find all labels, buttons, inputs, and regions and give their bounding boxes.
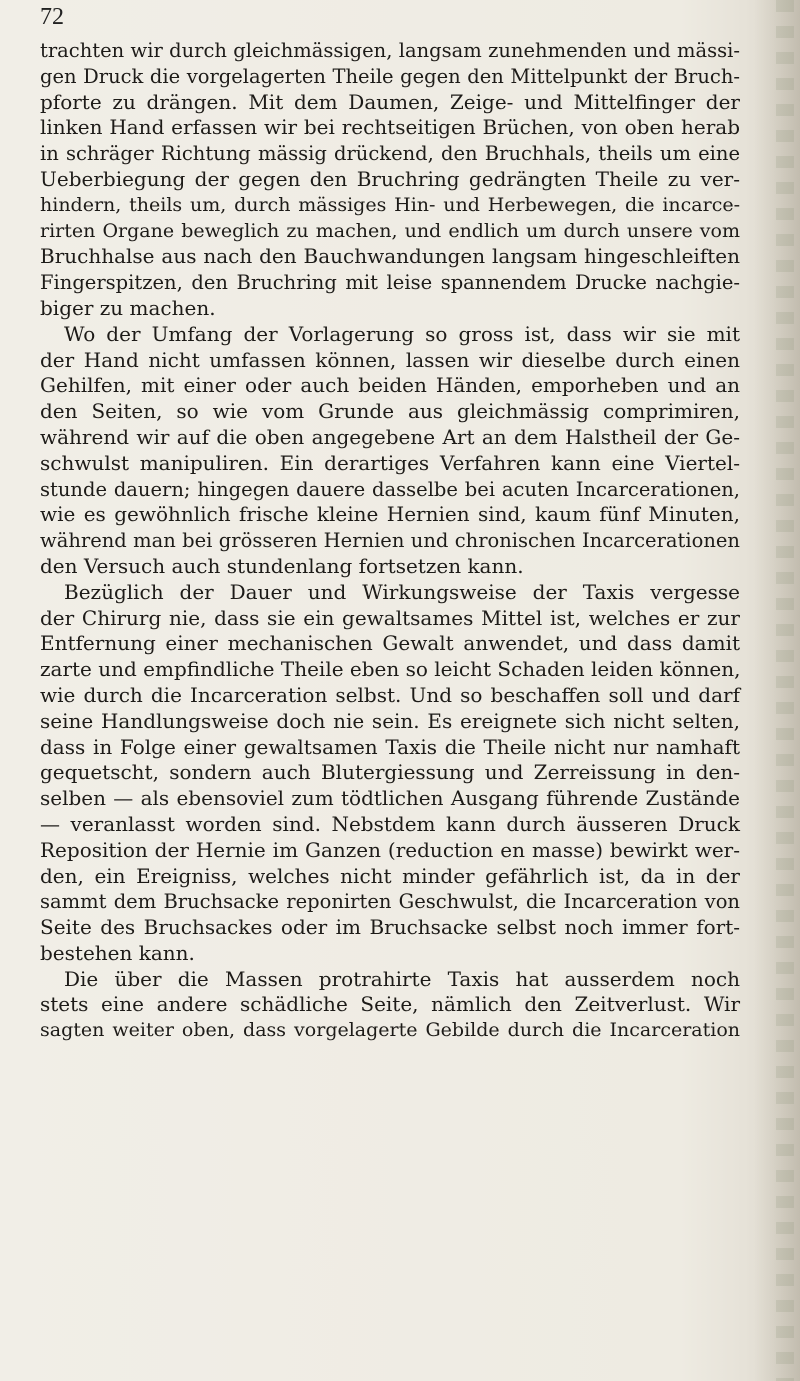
text-line: gequetscht, sondern auch Blutergiessung und Zerreissung in den- [40,760,740,785]
text-line: den Seiten, so wie vom Grunde aus gleichmässig comprimiren, [40,399,740,424]
text-line: wie es gewöhnlich frische kleine Hernien sind, kaum fünf Minuten, [40,502,740,527]
text-line: Entfernung einer mechanischen Gewalt anwendet, und dass damit [40,631,740,656]
text-line: stunde dauern; hingegen dauere dasselbe bei acuten Incarcerationen, [40,477,740,501]
text-line: den Versuch auch stundenlang fortsetzen kann. [40,553,524,578]
text-line: trachten wir durch gleichmässigen, langsam zunehmenden und mässi- [40,39,740,62]
text-line: bestehen kann. [40,940,195,965]
text-line: während man bei grösseren Hernien und chronischen Incarcerationen [40,529,740,553]
text-line: Seite des Bruchsackes oder im Bruchsacke selbst noch immer fort- [40,915,740,940]
text-line: sagten weiter oben, dass vorgelagerte Gebilde durch die Incarceration [40,1019,740,1042]
text-line: Gehilfen, mit einer oder auch beiden Händen, emporheben und an [40,373,740,398]
text-line: Die über die Massen protrahirte Taxis hat ausserdem noch [64,966,740,991]
text-line: während wir auf die oben angegebene Art an dem Halstheil der Ge- [40,424,740,449]
text-line: Ueberbiegung der gegen den Bruchring gedrängten Theile zu ver- [40,166,740,191]
text-line: wie durch die Incarceration selbst. Und so beschaffen soll und darf [40,682,740,707]
text-line: Wo der Umfang der Vorlagerung so gross ist, dass wir sie mit [64,321,740,346]
text-line: linken Hand erfassen wir bei rechtseitigen Brüchen, von oben herab [40,115,740,140]
text-line: Fingerspitzen, den Bruchring mit leise spannendem Drucke nachgie- [40,271,740,295]
page-number: 72 [40,4,64,30]
binding-edge [776,0,794,1381]
text-line: den, ein Ereigniss, welches nicht minder gefährlich ist, da in der [40,863,740,888]
text-line: selben — als ebensoviel zum tödtlichen Ausgang führende Zustände [40,786,740,811]
text-line: — veranlasst worden sind. Nebstdem kann durch äusseren Druck [40,811,740,836]
text-line: zarte und empfindliche Theile eben so leicht Schaden leiden können, [40,657,741,682]
text-line: gen Druck die vorgelagerten Theile gegen den Mittelpunkt der Bruch- [40,64,740,88]
text-line: schwulst manipuliren. Ein derartiges Verfahren kann eine Viertel- [40,450,740,475]
body-text [40,38,740,1044]
text-line: der Chirurg nie, dass sie ein gewaltsames Mittel ist, welches er zur [40,605,740,630]
text-line: biger zu machen. [40,295,216,320]
text-line: in schräger Richtung mässig drückend, den Bruchhals, theils um eine [40,142,740,166]
text-line: rirten Organe beweglich zu machen, und endlich um durch unsere vom [40,219,740,242]
text-line: Bruchhalse aus nach den Bauchwandungen langsam hingeschleiften [40,244,740,269]
text-line: stets eine andere schädliche Seite, nämlich den Zeitverlust. Wir [40,992,740,1017]
text-line: pforte zu drängen. Mit dem Daumen, Zeige- und Mittelfinger der [40,89,740,114]
text-line: Reposition der Hernie im Ganzen (reduction en masse) bewirkt wer- [40,837,740,862]
text-line: dass in Folge einer gewaltsamen Taxis die Theile nicht nur namhaft [40,734,740,759]
text-line: seine Handlungsweise doch nie sein. Es ereignete sich nicht selten, [40,708,740,733]
text-line: sammt dem Bruchsacke reponirten Geschwulst, die Incarceration von [40,890,740,914]
text-line: hindern, theils um, durch mässiges Hin- und Herbewegen, die incarce- [40,193,740,216]
text-line: der Hand nicht umfassen können, lassen wir dieselbe durch einen [40,347,740,372]
text-line: Bezüglich der Dauer und Wirkungsweise der Taxis vergesse [64,579,740,604]
